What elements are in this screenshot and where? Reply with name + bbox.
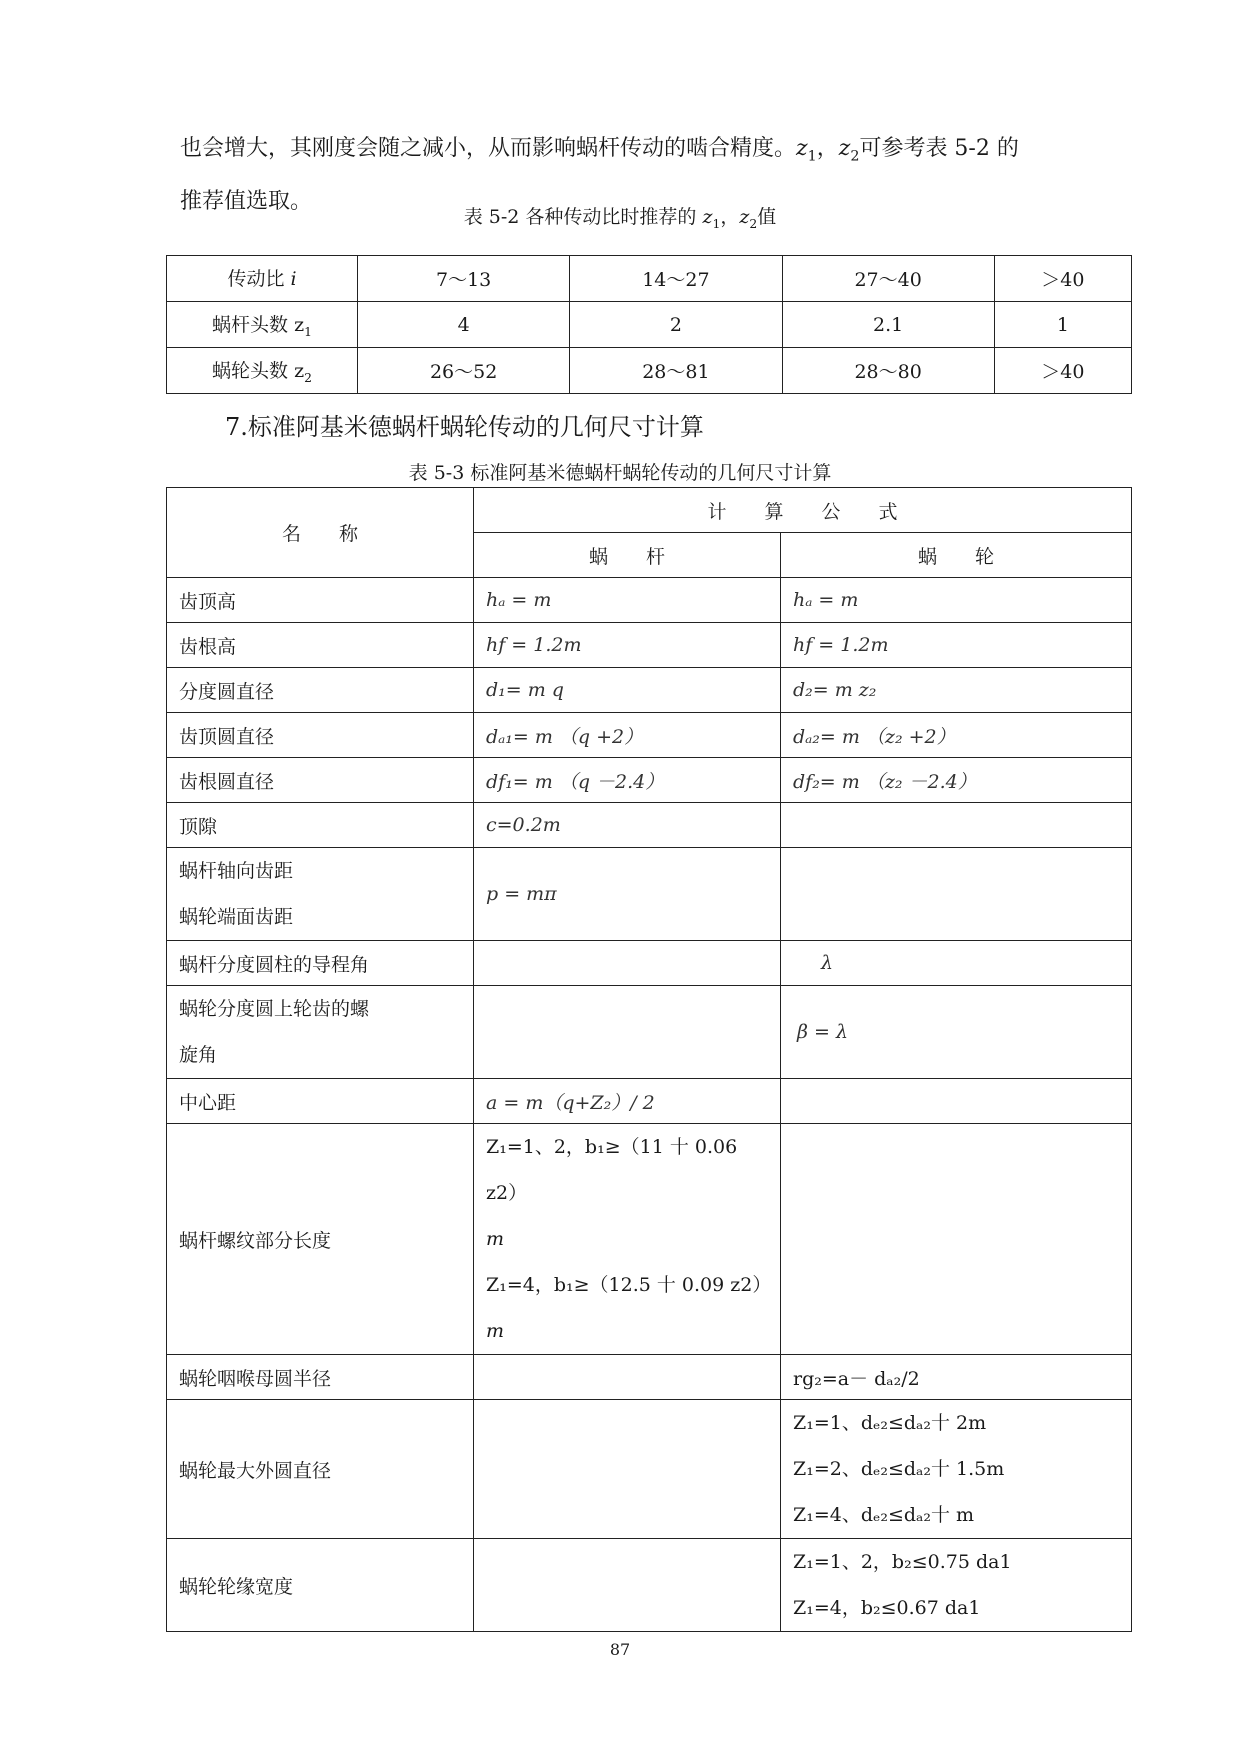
table-cell [781, 1079, 1132, 1124]
intro-z1-sub: 1 [807, 148, 817, 165]
table-cell: 中心距 [167, 1079, 474, 1124]
header-wheel: 蜗 轮 [781, 533, 1132, 578]
table-cell: c=0.2m [474, 803, 781, 848]
table52-caption-sep: ， [720, 206, 740, 228]
table-cell [781, 848, 1132, 941]
intro-line1-text: 也会增大，其刚度会随之减小，从而影响蜗杆传动的啮合精度。 [180, 136, 797, 161]
table-row [167, 256, 1132, 302]
table-row [167, 578, 1132, 623]
table-row [167, 1124, 1132, 1355]
header-formula: 计 算 公 式 [474, 488, 1132, 533]
table53-caption: 表 5-3 标准阿基米德蜗杆蜗轮传动的几何尺寸计算 [408, 462, 832, 484]
table-cell: β = λ [781, 986, 1132, 1079]
table-cell: 1 [994, 302, 1131, 348]
table-header-row [167, 488, 1132, 533]
table-cell: 蜗杆头数 $z_1$ [167, 302, 358, 348]
table-cell: Z₁=1、2，b₁≥（11 十 0.06 z2） m Z₁=4，b₁≥（12.5 十 0.09 z2） m [474, 1124, 781, 1355]
table-cell [474, 1400, 781, 1539]
table-cell: 齿根圆直径 [167, 758, 474, 803]
table-row [167, 302, 1132, 348]
table-cell: 26～52 [358, 348, 570, 394]
table-row [167, 986, 1132, 1079]
table-cell: 28～80 [782, 348, 994, 394]
table-row [167, 803, 1132, 848]
table-row [167, 348, 1132, 394]
table-cell: d𝑓₁= m （q －2.4） [474, 758, 781, 803]
table-cell: ＞40 [994, 348, 1131, 394]
table-cell: h𝑓 = 1.2m [781, 623, 1132, 668]
intro-line2: 推荐值选取。 [180, 189, 313, 215]
table-cell: d₂= m z₂ [781, 668, 1132, 713]
table-cell: hₐ = m [474, 578, 781, 623]
table-cell: 齿顶高 [167, 578, 474, 623]
table-cell: 传动比 i [167, 256, 358, 302]
table-cell [474, 986, 781, 1079]
table-cell: ＞40 [994, 256, 1131, 302]
table52-caption-z1: z [702, 206, 713, 228]
table52-caption-z1-sub: 1 [712, 216, 721, 231]
table-cell: 蜗轮咽喉母圆半径 [167, 1355, 474, 1400]
table-row [167, 1539, 1132, 1632]
table-cell: 蜗轮分度圆上轮齿的螺 旋角 [167, 986, 474, 1079]
section-heading: 7.标准阿基米德蜗杆蜗轮传动的几何尺寸计算 [225, 413, 704, 441]
table-cell: 27～40 [782, 256, 994, 302]
table-cell: 蜗杆轴向齿距 蜗轮端面齿距 [167, 848, 474, 941]
intro-line1-tail: 可参考表 5-2 的 [859, 136, 1019, 161]
table-cell: dₐ₂= m （z₂ +2） [781, 713, 1132, 758]
table-cell: 14～27 [570, 256, 782, 302]
table-cell [474, 1355, 781, 1400]
table-cell [474, 1539, 781, 1632]
table-row [167, 713, 1132, 758]
table-cell: Z₁=1、2，b₂≤0.75 da1 Z₁=4，b₂≤0.67 da1 [781, 1539, 1132, 1632]
table-cell: 蜗轮轮缘宽度 [167, 1539, 474, 1632]
table-5-3 [166, 487, 1132, 1632]
intro-z1: z [796, 136, 808, 161]
table-cell [781, 803, 1132, 848]
table-cell: h𝑓 = 1.2m [474, 623, 781, 668]
intro-z2-sub: 2 [850, 148, 860, 165]
table-cell: dₐ₁= m （q +2） [474, 713, 781, 758]
table-cell: λ [781, 941, 1132, 986]
table-cell: 齿顶圆直径 [167, 713, 474, 758]
table-cell: a = m（q+Z₂）/ 2 [474, 1079, 781, 1124]
table-cell: 2.1 [782, 302, 994, 348]
table-row [167, 1079, 1132, 1124]
table-row [167, 848, 1132, 941]
table-row [167, 941, 1132, 986]
table-row [167, 668, 1132, 713]
header-name: 名 称 [167, 488, 474, 578]
table52-caption-z2: z [739, 206, 750, 228]
table-cell: hₐ = m [781, 578, 1132, 623]
table-cell: 7～13 [358, 256, 570, 302]
table52-caption-prefix: 表 5-2 各种传动比时推荐的 [463, 206, 703, 228]
table-cell: 顶隙 [167, 803, 474, 848]
table-cell [781, 1124, 1132, 1355]
table52-caption-suffix: 值 [757, 206, 777, 228]
intro-z2: z [838, 136, 851, 161]
table52-caption-z2-sub: 2 [749, 216, 758, 231]
table52-caption [0, 202, 1240, 231]
table-cell: Z₁=1、dₑ₂≤dₐ₂十 2m Z₁=2、dₑ₂≤dₐ₂十 1.5m Z₁=4、dₑ₂≤dₐ₂十 m [781, 1400, 1132, 1539]
table-cell: rg₂=a－ dₐ₂/2 [781, 1355, 1132, 1400]
table-cell: 齿根高 [167, 623, 474, 668]
table-cell [474, 941, 781, 986]
table-row [167, 758, 1132, 803]
table-cell: 蜗轮最大外圆直径 [167, 1400, 474, 1539]
table-cell: d₁= m q [474, 668, 781, 713]
page-number: 87 [609, 1640, 631, 1659]
table-cell: 2 [570, 302, 782, 348]
table-cell: 蜗轮头数 $z_2$ [167, 348, 358, 394]
table-row [167, 1400, 1132, 1539]
table-row [167, 623, 1132, 668]
table-row [167, 1355, 1132, 1400]
table-cell: 4 [358, 302, 570, 348]
table-cell: d𝑓₂= m （z₂ －2.4） [781, 758, 1132, 803]
table-cell: 蜗杆分度圆柱的导程角 [167, 941, 474, 986]
table-cell: 28～81 [570, 348, 782, 394]
table-cell: 蜗杆螺纹部分长度 [167, 1124, 474, 1355]
table-5-2 [166, 255, 1132, 394]
table-cell: p = mπ [474, 848, 781, 941]
intro-sep: ， [816, 136, 839, 161]
table-cell: 分度圆直径 [167, 668, 474, 713]
header-worm: 蜗 杆 [474, 533, 781, 578]
